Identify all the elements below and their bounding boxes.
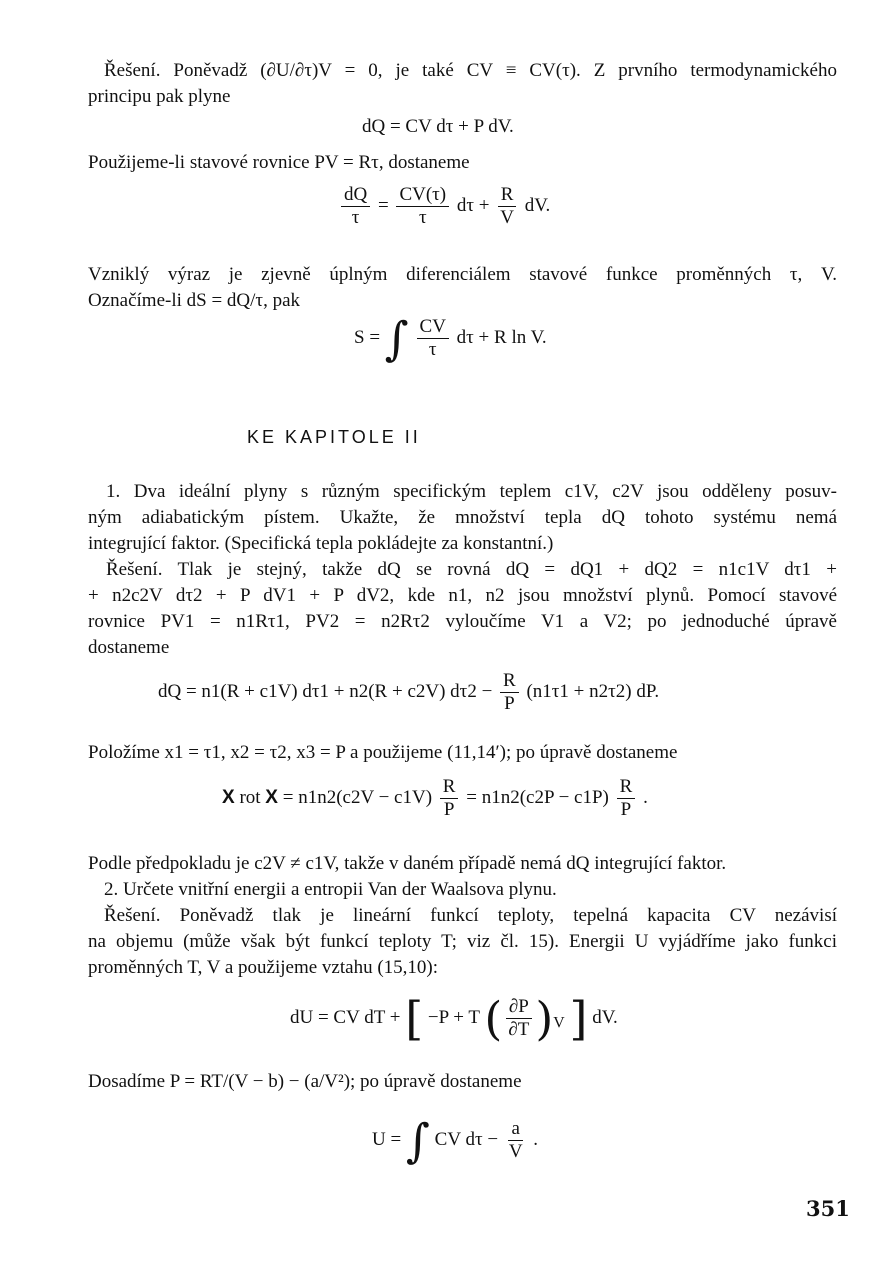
equation-part: CV dτ − (434, 1128, 499, 1150)
text-line: Položíme x1 = τ1, x2 = τ2, x3 = P a použijeme (11,14′); po úpravě dostaneme (88, 742, 678, 763)
equation: dQ = CV dτ + P dV. (362, 116, 514, 137)
denominator: τ (351, 207, 360, 228)
equation-part: = n1n2(c2V − c1V) (282, 786, 433, 808)
bracket-open: [ (405, 991, 424, 1046)
page-number: 351 (806, 1196, 850, 1221)
numerator: R (617, 776, 636, 799)
text-line: Použijeme-li stavové rovnice PV = Rτ, dostaneme (88, 152, 470, 173)
fraction (341, 184, 370, 229)
fraction (500, 670, 519, 715)
fraction (440, 776, 459, 821)
numerator: a (508, 1118, 522, 1141)
fraction (505, 996, 532, 1041)
equation (338, 184, 550, 229)
numerator: dQ (341, 184, 370, 207)
text-line: Řešení. Poněvadž (∂U/∂τ)V = 0, je také CV ≡ CV(τ). Z prvního termodynamického (104, 60, 837, 81)
numerator: CV (417, 316, 449, 339)
text-line: Řešení. Tlak je stejný, takže dQ se rovná dQ = dQ1 + dQ2 = n1c1V dτ1 + (106, 559, 837, 580)
fraction (396, 184, 449, 229)
paren-close: ) (535, 991, 554, 1046)
numerator: R (500, 670, 519, 693)
equation (354, 311, 547, 366)
equation-part: (n1τ1 + n2τ2) dP. (526, 680, 660, 702)
fraction (417, 316, 449, 361)
equation-part: rot (239, 786, 261, 808)
integral-sign: ∫ (405, 1113, 430, 1168)
equation (158, 670, 659, 715)
equation-part: dV. (524, 194, 551, 216)
text-line: principu pak plyne (88, 86, 231, 107)
denominator: τ (428, 339, 437, 360)
denominator: V (500, 207, 514, 228)
equation-part: U = (372, 1128, 402, 1150)
vector-x: X (265, 786, 278, 808)
equation-part: dτ + (456, 194, 490, 216)
fraction (617, 776, 636, 821)
equation-part: = n1n2(c2P − c1P) (466, 786, 609, 808)
denominator: V (508, 1141, 523, 1162)
text-line: ným adiabatickým pístem. Ukažte, že množství tepla dQ tohoto systému nemá (88, 507, 837, 528)
denominator: P (504, 693, 515, 714)
text-line: proměnných T, V a použijeme vztahu (15,10): (88, 957, 439, 978)
equation-part: S = (354, 326, 381, 348)
text-line: Řešení. Poněvadž tlak je lineární funkcí teploty, tepelná kapacita CV nezávisí (104, 905, 837, 926)
section-heading: KE KAPITOLE II (247, 427, 421, 447)
equation-part: . (533, 1128, 539, 1150)
denominator: ∂T (508, 1019, 530, 1040)
fraction (506, 1118, 526, 1163)
denominator: τ (418, 207, 427, 228)
equation-part: dQ = n1(R + c1V) dτ1 + n2(R + c2V) dτ2 − (158, 680, 493, 702)
text-line: dostaneme (88, 637, 170, 658)
equation-part: −P + T (427, 1006, 480, 1028)
fraction (497, 184, 517, 229)
vector-x: X (222, 786, 235, 808)
text-line: + n2c2V dτ2 + P dV1 + P dV2, kde n1, n2 jsou množství plynů. Pomocí stavové (88, 585, 837, 606)
text-line: Dosadíme P = RT/(V − b) − (a/V²); po úpravě dostaneme (88, 1071, 522, 1092)
text-line: Podle předpokladu je c2V ≠ c1V, takže v daném případě nemá dQ integrující faktor. (88, 853, 727, 874)
numerator: CV(τ) (396, 184, 449, 207)
text-line: 2. Určete vnitřní energii a entropii Van der Waalsova plynu. (104, 879, 557, 900)
equation (372, 1113, 539, 1168)
numerator: R (498, 184, 517, 207)
equation-part: dV. (592, 1006, 618, 1028)
equation-part: dU = CV dT + (290, 1006, 401, 1028)
equation (222, 776, 648, 821)
paren-open: ( (484, 991, 503, 1046)
text-line: Vzniklý výraz je zjevně úplným diferenciálem stavové funkce proměnných τ, V. (88, 264, 837, 285)
equation-part: . (643, 786, 648, 808)
text-line: rovnice PV1 = n1Rτ1, PV2 = n2Rτ2 vyloučíme V1 a V2; po jednoduché úpravě (88, 611, 837, 632)
equation-part: dτ + R ln V. (456, 326, 547, 348)
text-line: integrující faktor. (Specifická tepla pokládejte za konstantní.) (88, 533, 554, 554)
subscript: V (553, 1014, 565, 1032)
numerator: R (440, 776, 459, 799)
text-line: na objemu (může však být funkcí teploty T; viz čl. 15). Energii U vyjádříme jako funkci (88, 931, 837, 952)
bracket-close: ] (569, 991, 588, 1046)
text-line: 1. Dva ideální plyny s různým specifickým teplem c1V, c2V jsou odděleny posuv- (106, 481, 837, 502)
denominator: P (620, 799, 632, 820)
numerator: ∂P (506, 996, 532, 1019)
equation-part: = (377, 194, 389, 216)
denominator: P (443, 799, 455, 820)
text-line: Označíme-li dS = dQ/τ, pak (88, 290, 300, 311)
integral-sign: ∫ (384, 311, 409, 366)
equation (290, 991, 618, 1046)
